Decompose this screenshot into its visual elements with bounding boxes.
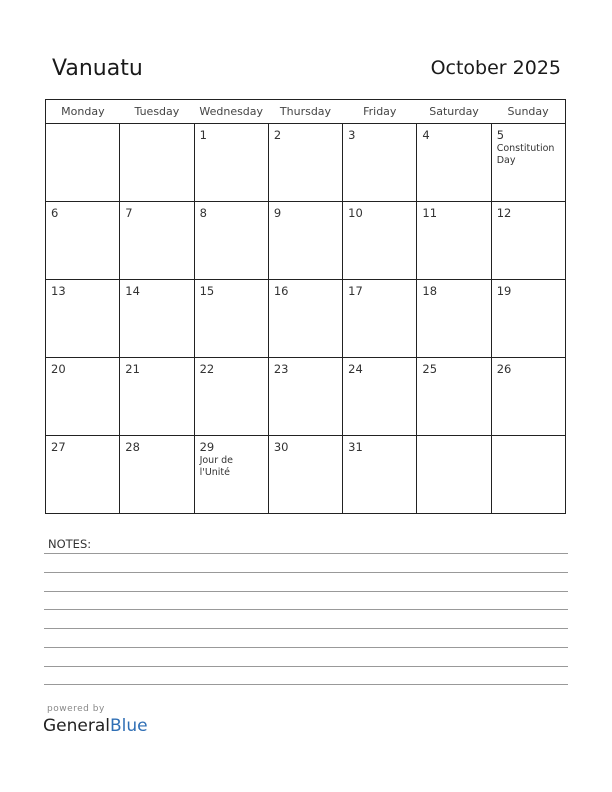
day-cell <box>194 358 268 436</box>
weekday-header-row <box>46 100 566 124</box>
calendar-grid <box>45 99 566 514</box>
day-cell <box>343 358 417 436</box>
day-cell <box>343 124 417 202</box>
weekday-header: Sunday <box>491 100 565 124</box>
day-number: 9 <box>273 206 282 220</box>
day-number: 1 <box>199 128 207 142</box>
week-row <box>46 202 566 280</box>
day-cell <box>120 358 194 436</box>
note-line <box>44 609 568 610</box>
week-row <box>46 280 566 358</box>
day-number: 25 <box>422 362 438 376</box>
day-cell <box>491 202 565 280</box>
day-number: 10 <box>348 206 363 220</box>
day-cell <box>268 358 342 436</box>
day-number: 5 <box>496 128 505 142</box>
day-number: 18 <box>422 284 438 298</box>
week-row <box>46 124 566 202</box>
note-line <box>44 591 568 592</box>
note-line <box>44 572 568 573</box>
holiday-label: Jour de l'Unité <box>199 455 233 478</box>
day-number: 21 <box>125 362 140 376</box>
day-cell <box>343 280 417 358</box>
day-cell <box>491 358 565 436</box>
day-number: 8 <box>199 206 207 220</box>
day-number: 6 <box>51 206 59 220</box>
day-cell <box>194 202 268 280</box>
week-row <box>46 436 566 514</box>
day-number: 29 <box>199 440 215 454</box>
day-cell <box>417 358 491 436</box>
weekday-header: Saturday <box>417 100 491 124</box>
day-number: 30 <box>273 440 289 454</box>
day-cell <box>417 124 491 202</box>
weekday-header: Tuesday <box>120 100 194 124</box>
notes-label: NOTES: <box>48 537 92 551</box>
day-number: 16 <box>273 284 289 298</box>
weekday-header: Wednesday <box>194 100 268 124</box>
day-cell <box>268 124 342 202</box>
day-cell <box>46 280 120 358</box>
day-number: 15 <box>199 284 215 298</box>
day-cell <box>343 436 417 514</box>
day-cell <box>417 280 491 358</box>
day-number: 28 <box>125 440 140 454</box>
holiday-label: Constitution Day <box>496 143 555 166</box>
brand-logo[interactable] <box>43 716 148 736</box>
day-number: 19 <box>496 284 512 298</box>
day-cell <box>268 202 342 280</box>
note-line <box>44 647 568 648</box>
day-number: 13 <box>51 284 66 298</box>
day-cell <box>491 280 565 358</box>
day-number: 20 <box>51 362 66 376</box>
country-title: Vanuatu <box>52 56 143 81</box>
brand-name-part2: Blue <box>110 716 148 736</box>
day-number: 17 <box>348 284 363 298</box>
note-line <box>44 666 568 667</box>
day-number: 31 <box>348 440 363 454</box>
day-number: 14 <box>125 284 140 298</box>
day-cell <box>343 202 417 280</box>
day-cell <box>46 124 120 202</box>
note-line <box>44 628 568 629</box>
day-number: 23 <box>273 362 289 376</box>
day-cell <box>194 124 268 202</box>
day-cell <box>491 124 565 202</box>
brand-name-part1: General <box>43 716 110 736</box>
day-cell <box>120 202 194 280</box>
week-row <box>46 358 566 436</box>
note-line <box>44 553 568 554</box>
weekday-header: Friday <box>343 100 417 124</box>
day-number: 27 <box>51 440 66 454</box>
month-year-title: October 2025 <box>430 57 561 79</box>
day-cell <box>46 202 120 280</box>
day-number: 24 <box>348 362 363 376</box>
day-cell <box>417 436 491 514</box>
day-cell <box>194 436 268 514</box>
day-cell <box>120 280 194 358</box>
day-cell <box>120 124 194 202</box>
day-number: 7 <box>125 206 133 220</box>
day-cell <box>46 358 120 436</box>
day-number: 22 <box>199 362 215 376</box>
weekday-header: Thursday <box>268 100 342 124</box>
powered-by-text: powered by <box>47 704 105 714</box>
day-number: 4 <box>422 128 430 142</box>
day-cell <box>194 280 268 358</box>
weekday-header: Monday <box>46 100 120 124</box>
day-number: 3 <box>348 128 356 142</box>
day-number: 2 <box>273 128 282 142</box>
day-cell <box>417 202 491 280</box>
day-cell <box>491 436 565 514</box>
day-number: 11 <box>422 206 438 220</box>
day-cell <box>120 436 194 514</box>
day-cell <box>268 280 342 358</box>
day-cell <box>46 436 120 514</box>
day-cell <box>268 436 342 514</box>
day-number: 26 <box>496 362 512 376</box>
note-line <box>44 684 568 685</box>
day-number: 12 <box>496 206 512 220</box>
